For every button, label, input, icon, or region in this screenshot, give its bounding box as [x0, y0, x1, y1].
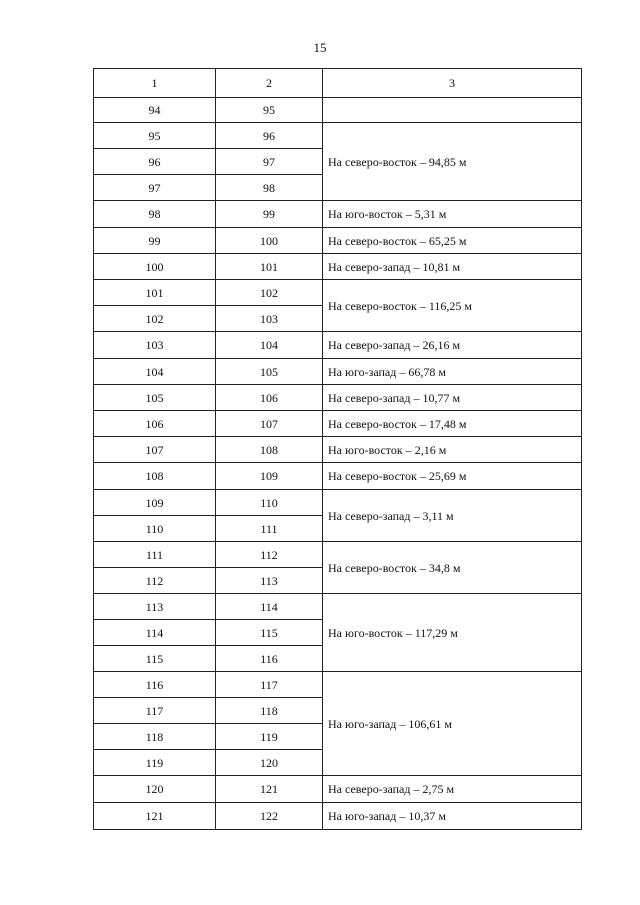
- point-to: 118: [216, 698, 323, 724]
- direction-cell: На северо-восток – 94,85 м: [323, 123, 582, 201]
- table-row: [94, 228, 582, 254]
- table-row: [94, 463, 582, 490]
- header-cell: 2: [216, 69, 323, 98]
- table-row: [94, 437, 582, 463]
- point-to: 122: [216, 803, 323, 830]
- table-row: [94, 490, 582, 516]
- point-from: 115: [94, 646, 216, 672]
- point-to: 120: [216, 750, 323, 776]
- point-to: 101: [216, 254, 323, 280]
- point-to: 109: [216, 463, 323, 490]
- point-to: 114: [216, 594, 323, 620]
- point-to: 116: [216, 646, 323, 672]
- direction-cell: На северо-восток – 116,25 м: [323, 280, 582, 332]
- point-from: 105: [94, 385, 216, 411]
- point-to: 99: [216, 201, 323, 228]
- page-number: 15: [313, 40, 327, 55]
- point-to: 121: [216, 776, 323, 803]
- point-from: 103: [94, 332, 216, 359]
- point-from: 120: [94, 776, 216, 803]
- direction-cell: На юго-восток – 5,31 м: [323, 201, 582, 228]
- table-row: [94, 542, 582, 568]
- point-to: 105: [216, 359, 323, 385]
- header-cell: 3: [323, 69, 582, 98]
- direction-cell: На северо-восток – 25,69 м: [323, 463, 582, 490]
- table-row: [94, 359, 582, 385]
- point-from: 117: [94, 698, 216, 724]
- table-row: [94, 201, 582, 228]
- table-row: [94, 803, 582, 830]
- point-from: 102: [94, 306, 216, 332]
- point-to: 95: [216, 98, 323, 123]
- point-from: 113: [94, 594, 216, 620]
- point-from: 114: [94, 620, 216, 646]
- direction-cell: На северо-восток – 34,8 м: [323, 542, 582, 594]
- point-to: 98: [216, 175, 323, 201]
- direction-cell: На юго-восток – 117,29 м: [323, 594, 582, 672]
- direction-cell: На северо-запад – 26,16 м: [323, 332, 582, 359]
- point-from: 104: [94, 359, 216, 385]
- point-to: 102: [216, 280, 323, 306]
- coordinates-table: [93, 68, 582, 830]
- point-from: 121: [94, 803, 216, 830]
- point-from: 119: [94, 750, 216, 776]
- table-row: [94, 332, 582, 359]
- point-to: 104: [216, 332, 323, 359]
- direction-cell: На юго-запад – 66,78 м: [323, 359, 582, 385]
- point-to: 111: [216, 516, 323, 542]
- point-from: 101: [94, 280, 216, 306]
- point-to: 96: [216, 123, 323, 149]
- point-from: 99: [94, 228, 216, 254]
- point-from: 97: [94, 175, 216, 201]
- table-row: [94, 411, 582, 437]
- point-to: 112: [216, 542, 323, 568]
- table-row: [94, 123, 582, 149]
- point-from: 108: [94, 463, 216, 490]
- table-row: [94, 776, 582, 803]
- point-to: 117: [216, 672, 323, 698]
- point-from: 95: [94, 123, 216, 149]
- point-from: 111: [94, 542, 216, 568]
- point-from: 106: [94, 411, 216, 437]
- point-from: 107: [94, 437, 216, 463]
- direction-cell: На юго-восток – 2,16 м: [323, 437, 582, 463]
- table-row: [94, 254, 582, 280]
- point-from: 116: [94, 672, 216, 698]
- point-to: 119: [216, 724, 323, 750]
- direction-cell: На юго-запад – 106,61 м: [323, 672, 582, 776]
- point-to: 106: [216, 385, 323, 411]
- table-header-row: [94, 69, 582, 98]
- direction-cell: На северо-запад – 10,77 м: [323, 385, 582, 411]
- point-to: 100: [216, 228, 323, 254]
- direction-cell: На северо-запад – 10,81 м: [323, 254, 582, 280]
- point-to: 108: [216, 437, 323, 463]
- direction-cell: На северо-восток – 17,48 м: [323, 411, 582, 437]
- point-to: 103: [216, 306, 323, 332]
- direction-cell: На северо-восток – 65,25 м: [323, 228, 582, 254]
- point-from: 118: [94, 724, 216, 750]
- point-from: 112: [94, 568, 216, 594]
- point-from: 110: [94, 516, 216, 542]
- point-to: 110: [216, 490, 323, 516]
- point-from: 96: [94, 149, 216, 175]
- table-row: [94, 672, 582, 698]
- table-row: [94, 280, 582, 306]
- point-to: 107: [216, 411, 323, 437]
- point-from: 98: [94, 201, 216, 228]
- direction-cell: На северо-запад – 3,11 м: [323, 490, 582, 542]
- table-row: [94, 385, 582, 411]
- point-from: 94: [94, 98, 216, 123]
- direction-cell: На северо-запад – 2,75 м: [323, 776, 582, 803]
- table-row: [94, 98, 582, 123]
- point-from: 100: [94, 254, 216, 280]
- point-to: 113: [216, 568, 323, 594]
- point-from: 109: [94, 490, 216, 516]
- direction-cell: [323, 98, 582, 123]
- point-to: 115: [216, 620, 323, 646]
- header-cell: 1: [94, 69, 216, 98]
- table-row: [94, 594, 582, 620]
- direction-cell: На юго-запад – 10,37 м: [323, 803, 582, 830]
- point-to: 97: [216, 149, 323, 175]
